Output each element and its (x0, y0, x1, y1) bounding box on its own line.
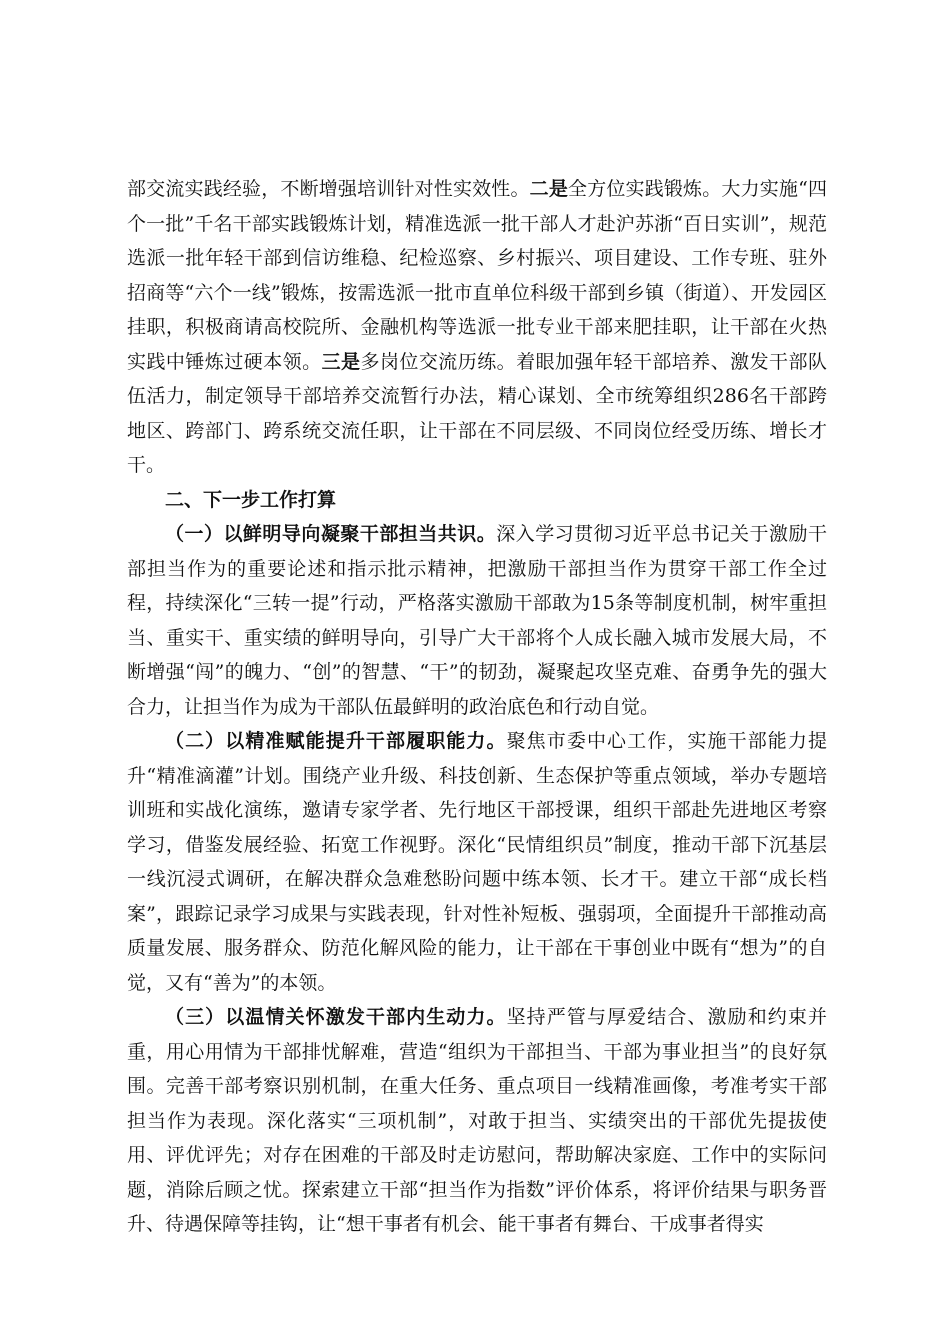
section-heading: 二、下一步工作打算 (165, 488, 337, 511)
item-body: 聚焦市委中心工作，实施干部能力提升“精准滴灌”计划。围绕产业升级、科技创新、生态保护等重点领域，举办专题培训班和实战化演练，邀请专家学者、先行地区干部授课，组织干部赴先进地区考察学习，借鉴发展经验、拓宽工作视野。深化“民情组织员”制度，推动干部下沉基层一线沉浸式调研，在解决群众急难愁盼问题中练本领、长才干。建立干部“成长档案”，跟踪记录学习成果与实践表现，针对性补短板、强弱项，全面提升干部推动高质量发展、服务群众、防范化解风险的能力，让干部在干事创业中既有“想为”的自觉，又有“善为”的本领。 (127, 730, 827, 994)
item-body: 深入学习贯彻习近平总书记关于激励干部担当作为的重要论述和指示批示精神，把激励干部担当作为贯穿干部工作全过程，持续深化“三转一提”行动，严格落实激励干部敢为15条等制度机制，树牢重担当、重实干、重实绩的鲜明导向，引导广大干部将个人成长融入城市发展大局，不断增强“闯”的魄力、“创”的智慧、“干”的韧劲，凝聚起攻坚克难、奋勇争先的强大合力，让担当作为成为干部队伍最鲜明的政治底色和行动自觉。 (127, 523, 827, 718)
item-title: （二）以精准赋能提升干部履职能力。 (165, 730, 507, 752)
bold-marker-second: 二是 (529, 178, 569, 200)
paragraph-item-3 (127, 1000, 827, 1242)
paragraph-item-2 (127, 724, 827, 1000)
paragraph-text: 部交流实践经验，不断增强培训针对性实效性。 (127, 178, 530, 200)
paragraph-item-1 (127, 517, 827, 724)
item-body: 坚持严管与厚爱结合、激励和约束并重，用心用情为干部排忧解难，营造“组织为干部担当、干部为事业担当”的良好氛围。完善干部考察识别机制，在重大任务、重点项目一线精准画像，考准考实干部担当作为表现。深化落实“三项机制”，对敢于担当、实绩突出的干部优先提拔使用、评优评先；对存在困难的干部及时走访慰问，帮助解决家庭、工作中的实际问题，消除后顾之忧。探索建立干部“担当作为指数”评价体系，将评价结果与职务晋升、待遇保障等挂钩，让“想干事者有机会、能干事者有舞台、干成事者得实 (127, 1006, 827, 1235)
paragraph-text: 多岗位交流历练。着眼加强年轻干部培养、激发干部队伍活力，制定领导干部培养交流暂行办法，精心谋划、全市统筹组织286名干部跨地区、跨部门、跨系统交流任职，让干部在不同层级、不同岗位经受历练、增长才干。 (127, 350, 827, 476)
paragraph-text: 全方位实践锻炼。大力实施“四个一批”千名干部实践锻炼计划，精准选派一批干部人才赴沪苏浙“百日实训”，规范选派一批年轻干部到信访维稳、纪检巡察、乡村振兴、项目建设、工作专班、驻外招商等“六个一线”锻炼，按需选派一批市直单位科级干部到乡镇（街道）、开发园区挂职，积极商请高校院所、金融机构等选派一批专业干部来肥挂职，让干部在火热实践中锤炼过硬本领。 (127, 178, 827, 373)
document-body (127, 172, 827, 1242)
item-title: （三）以温情关怀激发干部内生动力。 (165, 1006, 507, 1028)
bold-marker-third: 三是 (321, 350, 361, 373)
item-title: （一）以鲜明导向凝聚干部担当共识。 (165, 523, 497, 545)
paragraph-practice-training (127, 172, 827, 483)
